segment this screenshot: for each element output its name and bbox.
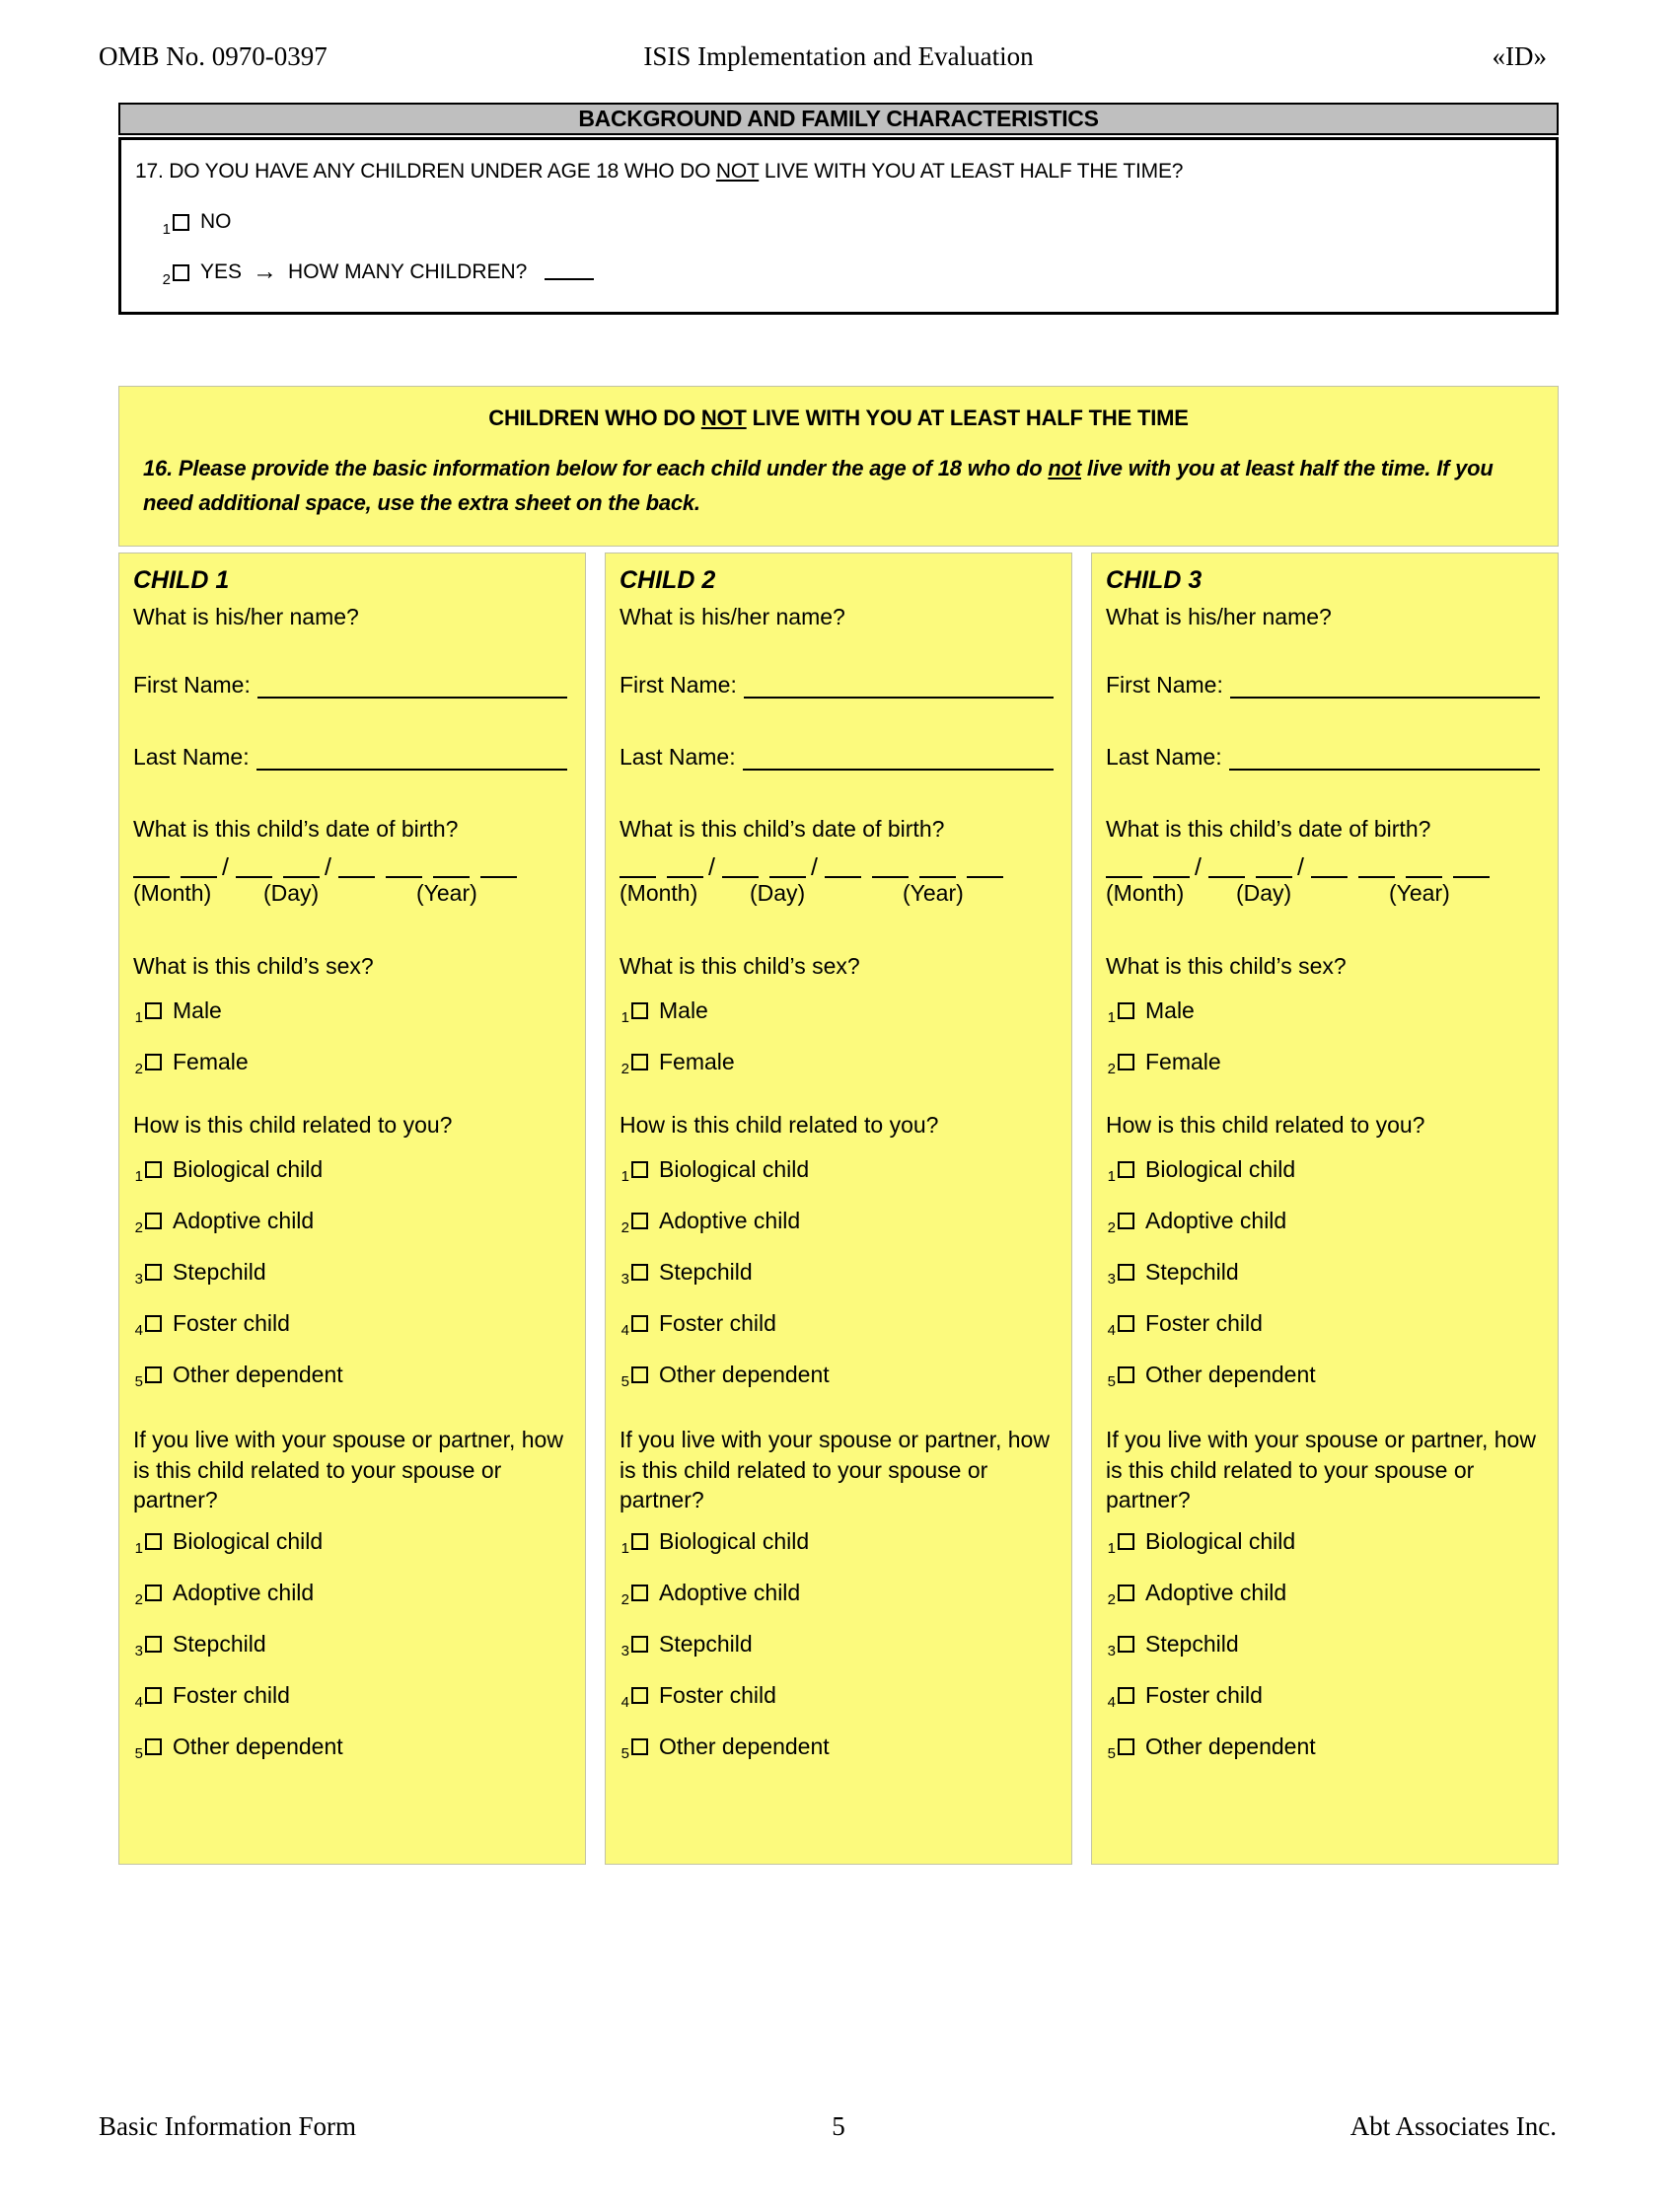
option-number: 4 — [134, 1693, 143, 1711]
dob-question: What is this child’s date of birth? — [620, 816, 945, 843]
option-number: 3 — [620, 1642, 629, 1659]
option-number: 4 — [134, 1321, 143, 1339]
child-title: CHILD 2 — [620, 566, 716, 595]
option-number: 2 — [162, 270, 171, 288]
option-label: Biological child — [659, 1155, 810, 1182]
option-number: 1 — [1107, 1167, 1116, 1185]
option-row — [620, 1257, 1057, 1287]
sex-options — [620, 995, 1057, 1076]
option-row — [620, 995, 1057, 1025]
option-row — [133, 1206, 571, 1235]
option-label: Adoptive child — [173, 1207, 315, 1233]
option-label: Other dependent — [173, 1361, 343, 1387]
year-label: (Year) — [416, 880, 477, 907]
sex-options — [133, 995, 571, 1076]
last-name-label: Last Name: — [620, 744, 736, 771]
option-label: Other dependent — [1145, 1361, 1316, 1387]
option-checkbox[interactable] — [1118, 1687, 1134, 1704]
option-checkbox[interactable] — [145, 1687, 162, 1704]
dob-question: What is this child’s date of birth? — [1106, 816, 1431, 843]
footer-form-name: Basic Information Form — [99, 2111, 356, 2141]
option-label: Foster child — [659, 1309, 776, 1336]
option-row — [133, 1257, 571, 1287]
child-columns — [118, 553, 1559, 1865]
question-17-options — [161, 210, 1540, 288]
name-question: What is his/her name? — [133, 604, 359, 630]
first-name-label: First Name: — [1106, 672, 1223, 699]
day-label: (Day) — [1236, 880, 1292, 907]
option-label: Adoptive child — [1145, 1207, 1287, 1233]
dob-field-labels — [1106, 880, 1544, 910]
option-row — [1106, 1206, 1544, 1235]
option-row — [1106, 1680, 1544, 1710]
option-row — [133, 995, 571, 1025]
option-row — [620, 1206, 1057, 1235]
option-number: 5 — [134, 1744, 143, 1762]
option-number: 1 — [620, 1167, 629, 1185]
how-many-children-blank[interactable] — [545, 264, 594, 280]
option-checkbox[interactable] — [631, 1002, 648, 1019]
option-row — [1106, 1629, 1544, 1659]
option-number: 5 — [1107, 1372, 1116, 1390]
first-name-blank[interactable] — [257, 693, 567, 699]
option-checkbox[interactable] — [145, 1315, 162, 1332]
last-name-row — [620, 744, 1057, 771]
option-number: 5 — [620, 1372, 629, 1390]
month-label: (Month) — [620, 880, 698, 907]
month-label: (Month) — [133, 880, 212, 907]
dob-blanks[interactable]: / / — [620, 852, 1057, 878]
option-number: 3 — [134, 1270, 143, 1288]
page-header — [99, 41, 1578, 72]
option-row — [620, 1308, 1057, 1338]
option-number: 5 — [620, 1744, 629, 1762]
not-emphasis: not — [1048, 456, 1082, 480]
option-label: YES — [200, 260, 243, 283]
option-label: Adoptive child — [659, 1207, 801, 1233]
option-row — [620, 1360, 1057, 1389]
children-section-panel — [118, 386, 1559, 547]
option-row — [620, 1047, 1057, 1076]
option-label: Stepchild — [173, 1258, 266, 1285]
option-row — [620, 1526, 1057, 1556]
arrow-icon: → — [253, 257, 278, 285]
option-number: 2 — [134, 1218, 143, 1236]
year-label: (Year) — [903, 880, 964, 907]
option-row — [1106, 1308, 1544, 1338]
month-label: (Month) — [1106, 880, 1185, 907]
option-row — [1106, 1578, 1544, 1607]
first-name-label: First Name: — [620, 672, 737, 699]
option-label: Stepchild — [659, 1630, 753, 1657]
dob-field-labels — [620, 880, 1057, 910]
option-checkbox[interactable] — [631, 1213, 648, 1229]
option-label: Biological child — [659, 1527, 810, 1554]
option-label: Biological child — [173, 1527, 324, 1554]
spouse-related-question: If you live with your spouse or partner, how is this child related to your spouse or partner? — [1106, 1427, 1536, 1513]
page-body — [118, 103, 1559, 1865]
option-number: 4 — [1107, 1321, 1116, 1339]
option-number: 4 — [1107, 1693, 1116, 1711]
first-name-row — [1106, 672, 1544, 699]
child-column — [605, 553, 1072, 1865]
page-footer — [99, 2111, 1578, 2142]
question-17-text: 17. DO YOU HAVE ANY CHILDREN UNDER AGE 18 WHO DO NOT LIVE WITH YOU AT LEAST HALF THE TIME? — [135, 160, 1184, 183]
option-checkbox[interactable] — [145, 1585, 162, 1601]
option-checkbox[interactable] — [631, 1315, 648, 1332]
option-number: 3 — [1107, 1270, 1116, 1288]
option-row — [1106, 1257, 1544, 1287]
option-label: Biological child — [1145, 1155, 1296, 1182]
day-label: (Day) — [263, 880, 320, 907]
last-name-row — [133, 744, 571, 771]
question-16-instruction: 16. Please provide the basic information below for each child under the age of 18 who do not live with you at least half the time. If you need additional space, use the extra sheet on the back. — [143, 456, 1494, 516]
dob-question: What is this child’s date of birth? — [133, 816, 459, 843]
question-17-box — [118, 137, 1559, 315]
option-number: 1 — [620, 1008, 629, 1026]
option-checkbox[interactable] — [145, 1636, 162, 1653]
panel-title: CHILDREN WHO DO NOT LIVE WITH YOU AT LEAST HALF THE TIME — [488, 406, 1189, 430]
option-label: Foster child — [659, 1681, 776, 1708]
option-number: 1 — [162, 220, 171, 238]
option-checkbox[interactable] — [1118, 1264, 1134, 1281]
option-row — [133, 1680, 571, 1710]
option-checkbox[interactable] — [631, 1054, 648, 1070]
option-label: Adoptive child — [659, 1579, 801, 1605]
first-name-label: First Name: — [133, 672, 251, 699]
option-label: Adoptive child — [1145, 1579, 1287, 1605]
option-number: 5 — [1107, 1744, 1116, 1762]
option-row — [133, 1629, 571, 1659]
last-name-blank[interactable] — [743, 765, 1054, 771]
option-number: 2 — [620, 1590, 629, 1608]
option-row — [133, 1732, 571, 1761]
option-label: Stepchild — [1145, 1630, 1239, 1657]
option-number: 3 — [620, 1270, 629, 1288]
option-checkbox[interactable] — [1118, 1738, 1134, 1755]
option-number: 3 — [1107, 1642, 1116, 1659]
spouse-related-question: If you live with your spouse or partner, how is this child related to your spouse or partner? — [133, 1427, 563, 1513]
spouse-related-options — [133, 1526, 571, 1761]
option-row-yes — [161, 257, 1540, 288]
option-label: Other dependent — [659, 1733, 830, 1759]
option-label: Biological child — [173, 1155, 324, 1182]
option-checkbox[interactable] — [631, 1533, 648, 1550]
option-label: Foster child — [1145, 1309, 1263, 1336]
option-label: Female — [1145, 1048, 1221, 1074]
option-number: 1 — [134, 1008, 143, 1026]
option-checkbox[interactable] — [145, 1264, 162, 1281]
option-number: 3 — [134, 1642, 143, 1659]
last-name-label: Last Name: — [1106, 744, 1222, 771]
option-label: Female — [659, 1048, 735, 1074]
option-number: 2 — [134, 1590, 143, 1608]
dob-blanks[interactable]: / / — [1106, 852, 1544, 878]
option-checkbox[interactable] — [1118, 1161, 1134, 1178]
option-checkbox[interactable] — [1118, 1002, 1134, 1019]
option-row — [620, 1732, 1057, 1761]
option-row-no — [161, 210, 1540, 238]
last-name-label: Last Name: — [133, 744, 250, 771]
option-number: 2 — [134, 1060, 143, 1077]
child-title: CHILD 1 — [133, 566, 230, 595]
related-options — [1106, 1154, 1544, 1389]
option-checkbox[interactable] — [631, 1585, 648, 1601]
last-name-row — [1106, 744, 1544, 771]
related-question: How is this child related to you? — [1106, 1112, 1425, 1139]
option-checkbox[interactable] — [145, 1366, 162, 1383]
option-label: Stepchild — [1145, 1258, 1239, 1285]
year-label: (Year) — [1389, 880, 1450, 907]
name-question: What is his/her name? — [1106, 604, 1332, 630]
option-row — [1106, 1526, 1544, 1556]
option-label: Stepchild — [659, 1258, 753, 1285]
option-row — [620, 1629, 1057, 1659]
omb-number: OMB No. 0970-0397 — [99, 41, 328, 71]
spouse-related-options — [620, 1526, 1057, 1761]
option-checkbox[interactable] — [631, 1161, 648, 1178]
option-row — [133, 1360, 571, 1389]
sex-question: What is this child’s sex? — [620, 953, 860, 980]
option-row — [620, 1578, 1057, 1607]
option-checkbox[interactable] — [631, 1636, 648, 1653]
option-row — [1106, 995, 1544, 1025]
option-row — [133, 1154, 571, 1184]
option-row — [133, 1578, 571, 1607]
dob-field-labels — [133, 880, 571, 910]
option-checkbox[interactable] — [1118, 1213, 1134, 1229]
option-checkbox[interactable] — [145, 1738, 162, 1755]
footer-organization: Abt Associates Inc. — [1349, 2111, 1557, 2141]
option-checkbox[interactable] — [145, 1213, 162, 1229]
option-checkbox[interactable] — [1118, 1315, 1134, 1332]
option-label: Biological child — [1145, 1527, 1296, 1554]
option-checkbox[interactable] — [631, 1738, 648, 1755]
option-row — [133, 1526, 571, 1556]
first-name-row — [620, 672, 1057, 699]
option-number: 4 — [620, 1693, 629, 1711]
option-checkbox[interactable] — [1118, 1585, 1134, 1601]
option-checkbox[interactable] — [145, 1002, 162, 1019]
option-number: 2 — [620, 1060, 629, 1077]
option-checkbox[interactable] — [1118, 1366, 1134, 1383]
option-label: Male — [173, 996, 222, 1023]
sex-question: What is this child’s sex? — [133, 953, 374, 980]
option-row — [1106, 1154, 1544, 1184]
option-label: Stepchild — [173, 1630, 266, 1657]
option-row — [1106, 1047, 1544, 1076]
option-label: Male — [659, 996, 708, 1023]
option-row — [133, 1308, 571, 1338]
first-name-row — [133, 672, 571, 699]
option-number: 2 — [1107, 1060, 1116, 1077]
spouse-related-options — [1106, 1526, 1544, 1761]
first-name-blank[interactable] — [1230, 693, 1540, 699]
option-label: Female — [173, 1048, 249, 1074]
option-number: 1 — [134, 1539, 143, 1557]
option-number: 2 — [1107, 1218, 1116, 1236]
option-label: Other dependent — [659, 1361, 830, 1387]
option-label: Foster child — [173, 1309, 290, 1336]
sex-options — [1106, 995, 1544, 1076]
option-checkbox[interactable] — [1118, 1533, 1134, 1550]
related-question: How is this child related to you? — [620, 1112, 939, 1139]
no-checkbox[interactable] — [173, 214, 189, 231]
page-number: 5 — [832, 2111, 845, 2141]
option-row — [1106, 1360, 1544, 1389]
option-checkbox[interactable] — [631, 1687, 648, 1704]
option-checkbox[interactable] — [1118, 1054, 1134, 1070]
not-emphasis: NOT — [700, 406, 747, 430]
document-title: ISIS Implementation and Evaluation — [643, 41, 1034, 71]
name-question: What is his/her name? — [620, 604, 845, 630]
option-checkbox[interactable] — [145, 1161, 162, 1178]
dob-blanks[interactable]: / / — [133, 852, 571, 878]
spouse-related-question: If you live with your spouse or partner, how is this child related to your spouse or partner? — [620, 1427, 1050, 1513]
option-row — [133, 1047, 571, 1076]
option-row — [620, 1154, 1057, 1184]
day-label: (Day) — [750, 880, 806, 907]
option-label: NO — [200, 210, 232, 233]
option-number: 5 — [134, 1372, 143, 1390]
option-row — [1106, 1732, 1544, 1761]
option-number: 1 — [620, 1539, 629, 1557]
related-question: How is this child related to you? — [133, 1112, 453, 1139]
last-name-blank[interactable] — [256, 765, 567, 771]
option-number: 1 — [134, 1167, 143, 1185]
option-number: 4 — [620, 1321, 629, 1339]
option-number: 2 — [620, 1218, 629, 1236]
option-label: Other dependent — [173, 1733, 343, 1759]
sex-question: What is this child’s sex? — [1106, 953, 1347, 980]
child-column — [118, 553, 586, 1865]
last-name-blank[interactable] — [1229, 765, 1540, 771]
option-checkbox[interactable] — [145, 1533, 162, 1550]
related-options — [133, 1154, 571, 1389]
section-header-bar: BACKGROUND AND FAMILY CHARACTERISTICS — [118, 103, 1559, 135]
child-column — [1091, 553, 1559, 1865]
option-number: 1 — [1107, 1539, 1116, 1557]
option-number: 1 — [1107, 1008, 1116, 1026]
option-label: Foster child — [1145, 1681, 1263, 1708]
related-options — [620, 1154, 1057, 1389]
yes-checkbox[interactable] — [173, 264, 189, 281]
first-name-blank[interactable] — [744, 693, 1054, 699]
option-checkbox[interactable] — [1118, 1636, 1134, 1653]
followup-question: HOW MANY CHILDREN? — [288, 260, 528, 283]
not-emphasis: NOT — [715, 160, 760, 183]
child-title: CHILD 3 — [1106, 566, 1203, 595]
option-row — [620, 1680, 1057, 1710]
option-number: 2 — [1107, 1590, 1116, 1608]
option-label: Male — [1145, 996, 1195, 1023]
option-label: Other dependent — [1145, 1733, 1316, 1759]
option-label: Foster child — [173, 1681, 290, 1708]
option-checkbox[interactable] — [631, 1366, 648, 1383]
option-checkbox[interactable] — [145, 1054, 162, 1070]
option-label: Adoptive child — [173, 1579, 315, 1605]
option-checkbox[interactable] — [631, 1264, 648, 1281]
id-merge-tag: «ID» — [1492, 41, 1547, 71]
